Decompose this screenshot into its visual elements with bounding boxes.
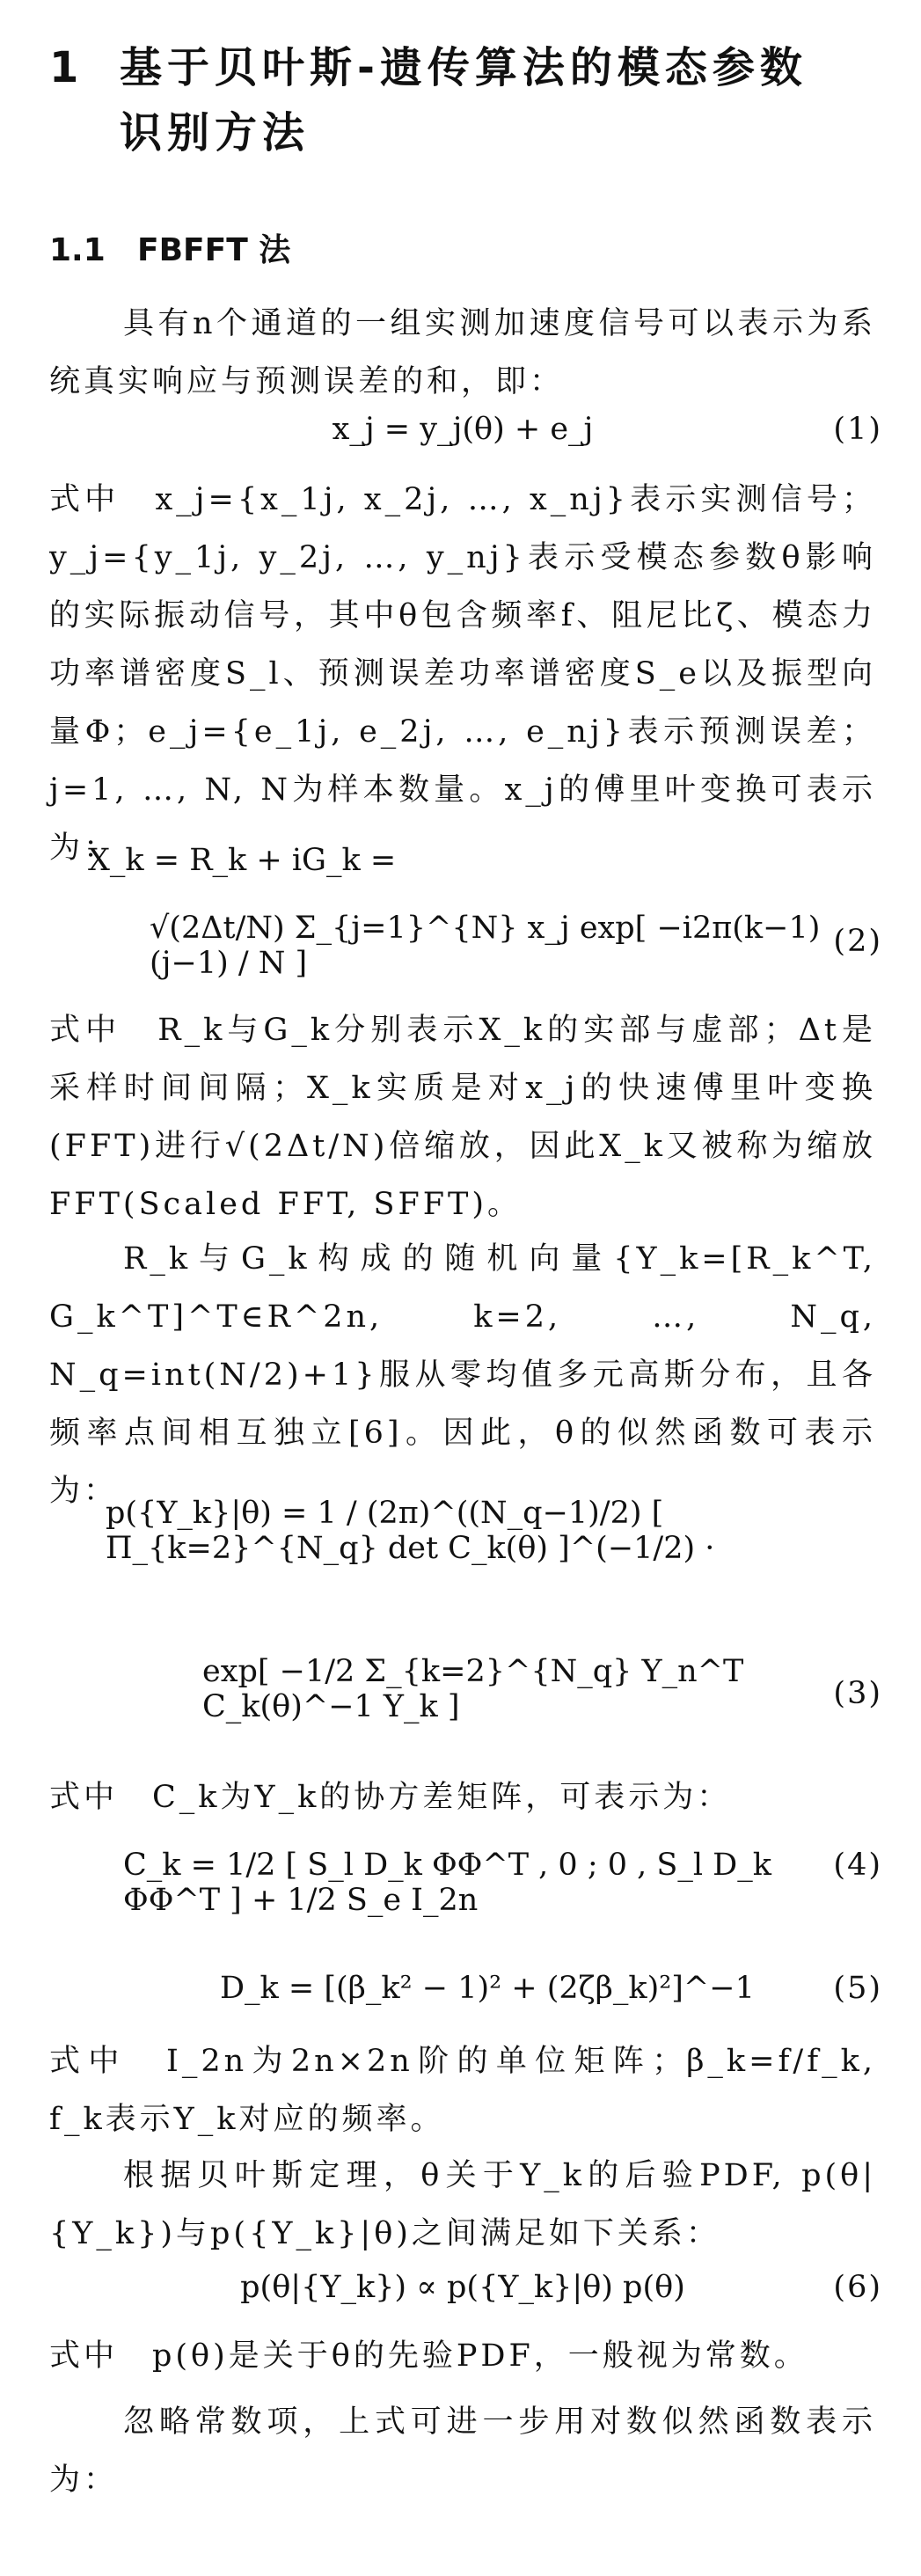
subsection-title: FBFFT 法 <box>137 232 291 268</box>
paragraph-6: 式中 I_2n为2n×2n阶的单位矩阵；β_k=f/f_k, f_k表示Y_k对应的频率。 <box>49 2044 876 2137</box>
equation-4: C_k = 1/2 [ S_l D_k ΦΦ^T , 0 ; 0 , S_l D_k ΦΦ^T ] + 1/2 S_e I_2n <box>123 1848 771 1918</box>
equation-6: p(θ|{Y_k}) ∝ p({Y_k}|θ) p(θ) <box>240 2270 685 2305</box>
equation-6-number: (6) <box>833 2270 882 2305</box>
equation-5-number: (5) <box>833 1971 882 2006</box>
equation-1-number: (1) <box>833 412 882 447</box>
subsection-number: 1.1 <box>49 232 106 268</box>
equation-5: D_k = [(β_k² − 1)² + (2ζβ_k)²]^−1 <box>220 1971 755 2006</box>
equation-4-number: (4) <box>833 1848 882 1883</box>
section-number: 1 <box>49 43 84 92</box>
subsection-heading <box>49 225 290 270</box>
paragraph-5: 式中 C_k为Y_k的协方差矩阵，可表示为： <box>49 1780 732 1815</box>
paragraph-4: R_k与G_k构成的随机向量{Y_k=[R_k^T, G_k^T]^T∈R^2n, k=2, …, N_q, N_q=int(N/2)+1}服从零均值多元高斯分布，且各频率点间相互独立[6]。因此，θ的似然函数可表示为： <box>49 1241 876 1509</box>
paragraph-2: 式中 x_j={x_1j, x_2j, …, x_nj}表示实测信号；y_j={y_1j, y_2j, …, y_nj}表示受模态参数θ影响的实际振动信号，其中θ包含频率f、阻尼比ζ、模态力功率谱密度S_l、预测误差功率谱密度S_e以及振型向量Φ；e_j={e_1j, e_2j, …, e_nj}表示预测误差；j=1, …, N, N为样本数量。x_j的傅里叶变换可表示为： <box>49 482 876 866</box>
equation-1-body: x_j = y_j(θ) + e_j <box>332 412 594 447</box>
section-heading <box>49 35 894 165</box>
equation-2-number: (2) <box>833 924 882 959</box>
equation-3-line1: p({Y_k}|θ) = 1 / (2π)^((N_q−1)/2) [ Π_{k=2}^{N_q} det C_k(θ) ]^(−1/2) · <box>106 1496 715 1566</box>
equation-2-line2: √(2Δt/N) Σ_{j=1}^{N} x_j exp[ −i2π(k−1)(j−1) / N ] <box>150 911 821 981</box>
equation-3-line2: exp[ −1/2 Σ_{k=2}^{N_q} Y_n^T C_k(θ)^−1 Y_k ] <box>202 1654 744 1724</box>
equation-3-number: (3) <box>833 1676 882 1711</box>
section-title-line2: 识别方法 <box>120 108 311 157</box>
paragraph-3: 式中 R_k与G_k分别表示X_k的实部与虚部；Δt是采样时间间隔；X_k实质是对x_j的快速傅里叶变换(FFT)进行√(2Δt/N)倍缩放，因此X_k又被称为缩放FFT(Scaled FFT, SFFT)。 <box>49 1013 876 1222</box>
paragraph-1: 具有n个通道的一组实测加速度信号可以表示为系统真实响应与预测误差的和，即： <box>49 306 876 399</box>
equation-2-line1: X_k = R_k + iG_k = <box>88 843 397 878</box>
paragraph-8: 式中 p(θ)是关于θ的先验PDF，一般视为常数。 <box>49 2338 808 2374</box>
section-title-line1: 基于贝叶斯-遗传算法的模态参数 <box>120 43 808 92</box>
equation-1 <box>49 412 876 447</box>
paragraph-9: 忽略常数项，上式可进一步用对数似然函数表示为： <box>49 2404 876 2498</box>
paragraph-7: 根据贝叶斯定理，θ关于Y_k的后验PDF, p(θ|{Y_k})与p({Y_k}|θ)之间满足如下关系： <box>49 2158 876 2251</box>
